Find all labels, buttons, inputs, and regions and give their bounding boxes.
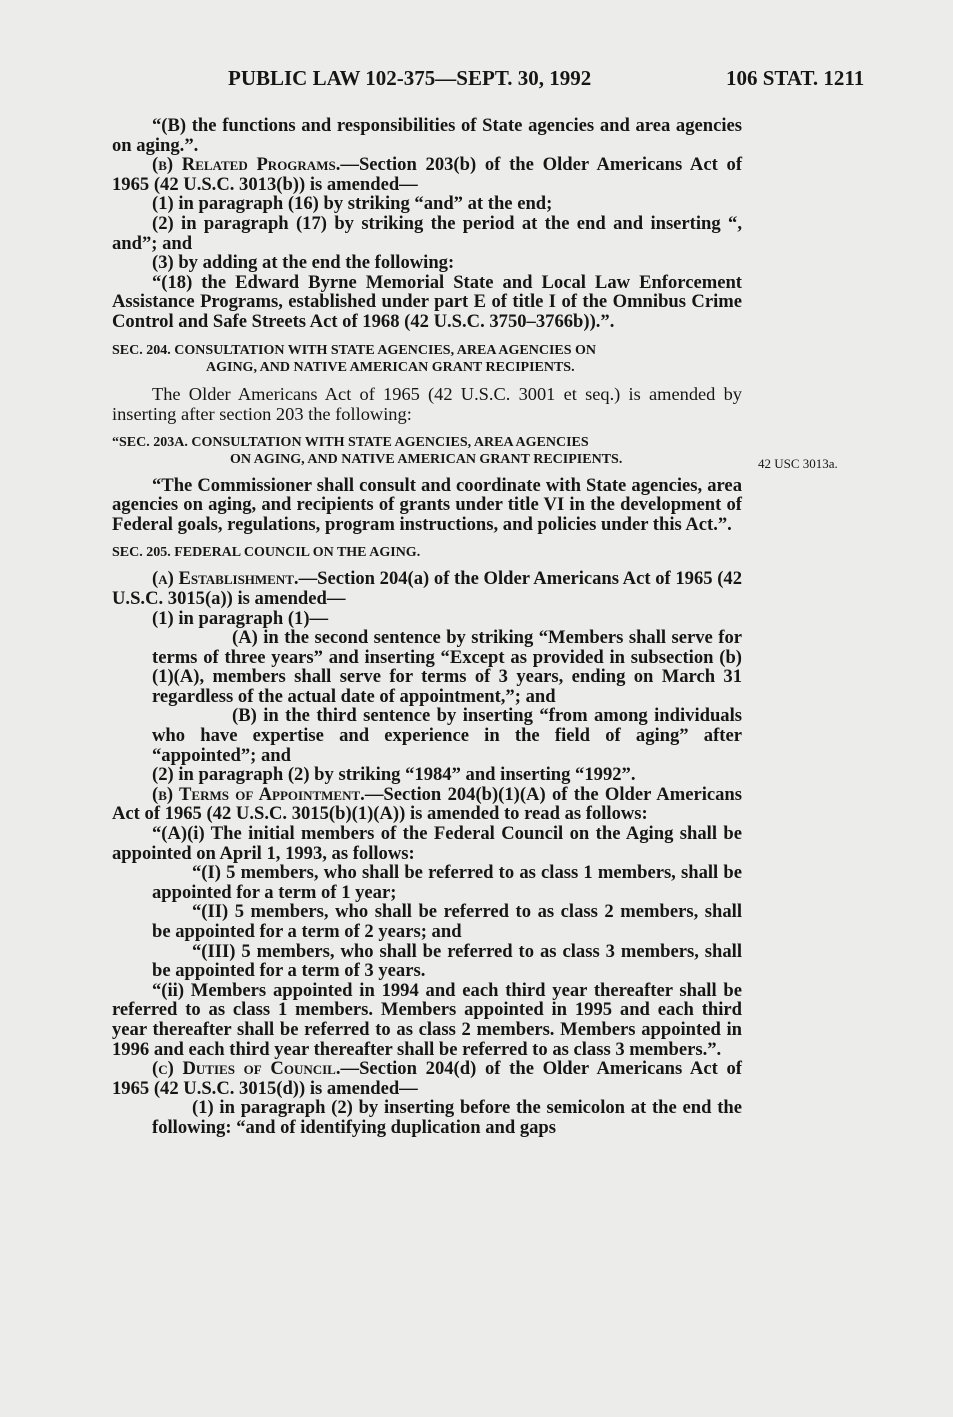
paragraph-text: —Section 204(a) of the Older Americans Act of 1965 (42 U.S.C. 3015(a)) is amended—	[112, 568, 742, 609]
paragraph	[112, 785, 742, 824]
paragraph	[112, 214, 742, 253]
section-heading	[112, 434, 742, 468]
paragraph	[112, 155, 742, 194]
paragraph: The Older Americans Act of 1965 (42 U.S.C. 3001 et seq.) is amended by inserting after section 203 the following:	[112, 383, 742, 424]
paragraph	[112, 863, 742, 902]
document-body	[112, 116, 742, 1138]
paragraph	[112, 902, 742, 941]
paragraph-text: (B) in the third sentence by inserting “from among individuals who have expertise and experience in the field of aging” after “appointed”; and	[152, 705, 742, 766]
paragraph	[112, 1098, 742, 1137]
subsection-heading: (c) Duties of Council.	[152, 1058, 341, 1080]
stat-page-number: 106 STAT. 1211	[726, 66, 865, 90]
section-heading	[112, 342, 742, 376]
section-heading	[112, 544, 742, 561]
subsection-heading: (a) Establishment.	[152, 568, 299, 590]
paragraph-text: “(II) 5 members, who shall be referred to as class 2 members, shall be appointed for a term of 2 years; and	[152, 901, 742, 942]
section-heading-line: SEC. 205. FEDERAL COUNCIL ON THE AGING.	[112, 545, 421, 561]
paragraph: “The Commissioner shall consult and coordinate with State agencies, area agencies on aging, and recipients of grants under title VI in the development of Federal goals, regulations, program instructions, and policies under this Act.”.	[112, 474, 742, 535]
paragraph	[112, 942, 742, 981]
paragraph	[112, 706, 742, 765]
subsection-heading: (b) Terms of Appointment.	[152, 783, 365, 805]
running-title: PUBLIC LAW 102-375—SEPT. 30, 1992	[228, 66, 592, 90]
paragraph: “(ii) Members appointed in 1994 and each third year thereafter shall be referred to as class 1 members. Members appointed in 1995 and each third year thereafter shall be referred to as class 2 members. Members appointed in 1996 and each third year thereafter shall be referred to as class 3 members.”.	[112, 979, 742, 1060]
paragraph-text: (2) in paragraph (17) by striking the period at the end and inserting “, and”; and	[112, 212, 742, 254]
section-heading-line: SEC. 204. CONSULTATION WITH STATE AGENCIES, AREA AGENCIES ON	[112, 342, 597, 358]
paragraph	[112, 1059, 742, 1098]
section-heading-line: ON AGING, AND NATIVE AMERICAN GRANT RECIPIENTS.	[230, 451, 623, 467]
section-heading-line: “SEC. 203A. CONSULTATION WITH STATE AGENCIES, AREA AGENCIES	[112, 434, 589, 450]
paragraph: “(B) the functions and responsibilities of State agencies and area agencies on aging.”.	[112, 115, 742, 156]
paragraph-text: —Section 204(d) of the Older Americans Act of 1965 (42 U.S.C. 3015(d)) is amended—	[112, 1058, 742, 1099]
paragraph-text: —Section 203(b) of the Older Americans Act of 1965 (42 U.S.C. 3013(b)) is amended—	[112, 154, 743, 195]
page-header	[0, 66, 953, 100]
paragraph: (2) in paragraph (2) by striking “1984” and inserting “1992”.	[152, 764, 636, 786]
paragraph	[112, 628, 742, 706]
paragraph-text: (1) in paragraph (2) by inserting before the semicolon at the end the following: “and of identifying duplication and gaps	[152, 1097, 742, 1138]
paragraph-text: “(I) 5 members, who shall be referred to as class 1 members, shall be appointed for a term of 1 year;	[152, 862, 742, 903]
section-heading-line: AGING, AND NATIVE AMERICAN GRANT RECIPIENTS.	[206, 359, 575, 375]
paragraph: (1) in paragraph (1)—	[152, 607, 329, 629]
paragraph-text: —Section 204(b)(1)(A) of the Older Americans Act of 1965 (42 U.S.C. 3015(b)(1)(A)) is amended to read as follows:	[112, 783, 743, 825]
subsection-heading: (b) Related Programs.	[152, 154, 341, 176]
paragraph-text: (A) in the second sentence by striking “Members shall serve for terms of three years” and inserting “Except as provided in subsection (b)(1)(A), members shall serve for terms of 3 years, ending on March 31 regardless of the actual date of appointment,”; and	[152, 627, 742, 707]
paragraph: “(A)(i) The initial members of the Federal Council on the Aging shall be appointed on April 1, 1993, as follows:	[112, 823, 742, 864]
paragraph	[112, 569, 742, 608]
paragraph: “(18) the Edward Byrne Memorial State and Local Law Enforcement Assistance Programs, established under part E of title I of the Omnibus Crime Control and Safe Streets Act of 1968 (42 U.S.C. 3750–3766b)).”.	[112, 271, 742, 332]
margin-citation: 42 USC 3013a.	[758, 456, 838, 471]
paragraph-text: “(III) 5 members, who shall be referred to as class 3 members, shall be appointed for a term of 3 years.	[152, 940, 742, 982]
paragraph: (3) by adding at the end the following:	[152, 252, 455, 274]
paragraph: (1) in paragraph (16) by striking “and” at the end;	[152, 193, 553, 215]
